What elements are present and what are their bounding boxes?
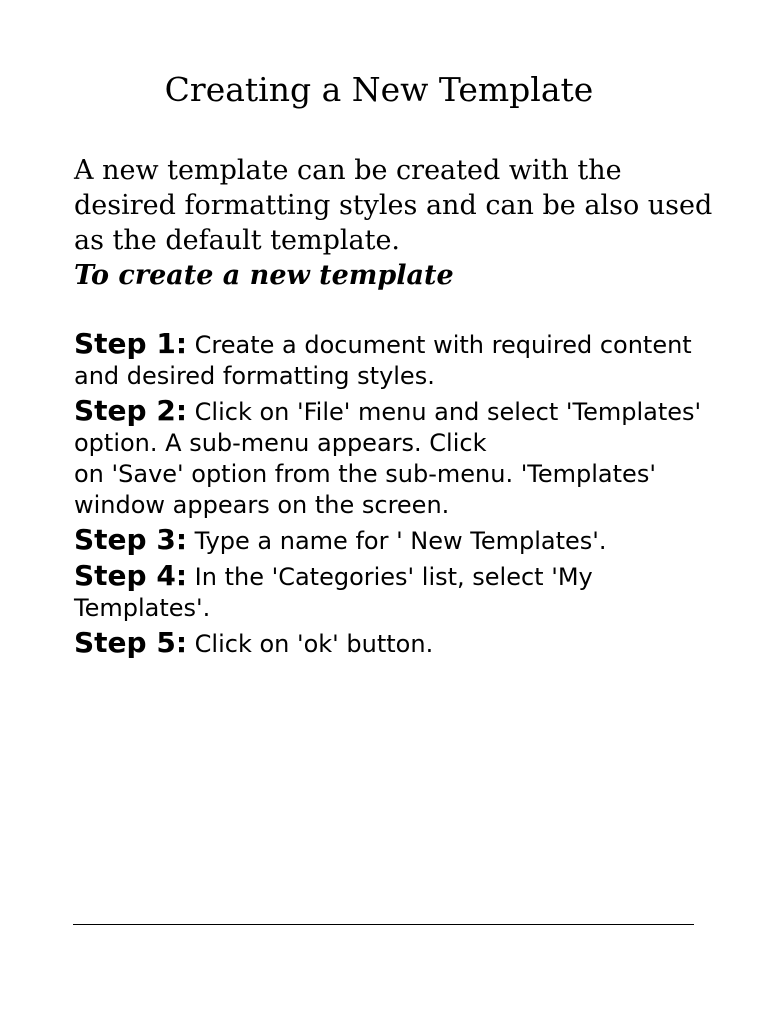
step-item-1 [74, 328, 714, 392]
step-label: Step 5: [74, 626, 188, 659]
intro-paragraph: A new template can be created with the desired formatting styles and can be also used as the default template. [74, 155, 713, 256]
step-item-2 [74, 395, 714, 521]
page-title: Creating a New Template [164, 70, 594, 109]
steps-list [74, 328, 714, 663]
step-text-continued: on 'Save' option from the sub-menu. 'Templates' window appears on the screen. [74, 460, 656, 519]
step-text: Click on 'File' menu and select 'Templates' option. A sub-menu appears. Click [74, 398, 702, 457]
footer-divider [73, 924, 694, 925]
step-label: Step 3: [74, 523, 188, 556]
step-text: Click on 'ok' button. [194, 630, 434, 658]
step-item-3 [74, 524, 714, 557]
step-text: In the 'Categories' list, select 'My Templates'. [74, 563, 593, 622]
step-item-4 [74, 560, 714, 624]
step-text: Type a name for ' New Templates'. [194, 527, 607, 555]
step-item-5 [74, 627, 714, 660]
step-label: Step 1: [74, 327, 188, 360]
step-label: Step 2: [74, 394, 188, 427]
step-text: Create a document with required content and desired formatting styles. [74, 331, 692, 390]
step-label: Step 4: [74, 559, 188, 592]
section-subheading: To create a new template [74, 260, 454, 291]
